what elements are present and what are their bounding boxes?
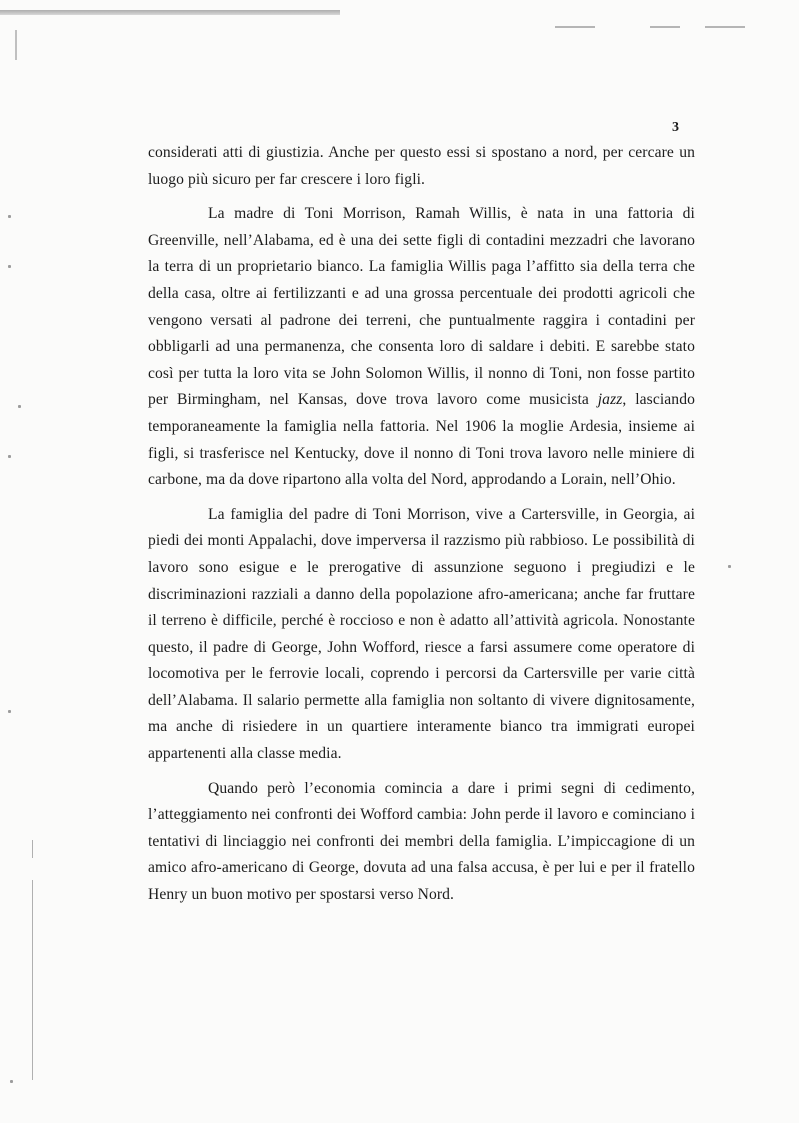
paragraph-4: Quando però l’economia comincia a dare i primi segni di cedimento, l’atteggiamento nei confronti dei Wofford cambia: John perde il lavoro e cominciano i tentativi di linciaggio nei confronti dei membri della famiglia. L’impiccagione di un amico afro-americano di George, dovuta ad una falsa accusa, è per lui e per il fratello Henry un buon motivo per spostarsi verso Nord. (148, 779, 695, 904)
scan-speck (10, 1080, 13, 1083)
page-number: 3 (672, 120, 679, 135)
body-text (148, 140, 695, 909)
paragraph-2-text: La madre di Toni Morrison, Ramah Willis, è nata in una fattoria di Greenville, nell’Alabama, ed è una dei sette figli di contadini mezzadri che lavorano la terra di un proprietario bianco. La famiglia Willis paga l’affitto sia della terra che della casa, oltre ai fertilizzanti e ad una grossa percentuale dei prodotti agricoli che vengono versati al padrone dei terreni, che puntualmente raggira i contadini per obbligarli ad una permanenza, che consenta loro di saldare i debiti. E sarebbe stato così per tutta la loro vita se John Solomon Willis, il nonno di Toni, non fosse partito per Birmingham, nel Kansas, dove trova lavoro come musicista (148, 205, 695, 409)
paragraph-1: considerati atti di giustizia. Anche per questo essi si spostano a nord, per cercare un luogo più sicuro per far crescere i loro figli. (148, 144, 695, 188)
scan-artifact-top-right (555, 26, 595, 28)
scan-artifact-margin-line (32, 880, 33, 1080)
scan-speck (8, 265, 11, 268)
scan-speck (8, 215, 11, 218)
paragraph-2-tail: , lasciando temporaneamente la famiglia nella fattoria. Nel 1906 la moglie Ardesia, insieme ai figli, si trasferisce nel Kentucky, dove il nonno di Toni trova lavoro nelle miniere di carbone, ma da dove ripartono alla volta del Nord, approdando a Lorain, nell’Ohio. (148, 391, 695, 489)
paragraph-3: La famiglia del padre di Toni Morrison, vive a Cartersville, in Georgia, ai piedi dei monti Appalachi, dove imperversa il razzismo più rabbioso. Le possibilità di lavoro sono esigue e le prerogative di assunzione seguono i pregiudizi e le discriminazioni razziali a danno della popolazione afro-americana; anche far fruttare il terreno è difficile, perché è roccioso e non è adatto all’attività agricola. Nonostante questo, il padre di George, John Wofford, riesce a farsi assumere come operatore di locomotiva per le ferrovie locali, coprendo i percorsi da Cartersville per varie città dell’Alabama. Il salario permette alla famiglia non soltanto di vivere dignitosamente, ma anche di risiedere in un quartiere interamente bianco tra immigrati europei appartenenti alla classe media. (148, 505, 695, 763)
scan-speck (8, 455, 11, 458)
scan-speck (18, 405, 21, 408)
scan-speck (728, 565, 731, 568)
scan-speck (8, 710, 11, 713)
paragraph-2-italic: jazz (597, 391, 623, 409)
paragraph-2 (148, 201, 695, 494)
scan-artifact-margin-line (32, 840, 33, 858)
scan-artifact-left (15, 30, 17, 60)
scan-artifact-top (0, 10, 340, 15)
scan-artifact-top-right (705, 26, 745, 28)
scan-artifact-top-right (650, 26, 680, 28)
